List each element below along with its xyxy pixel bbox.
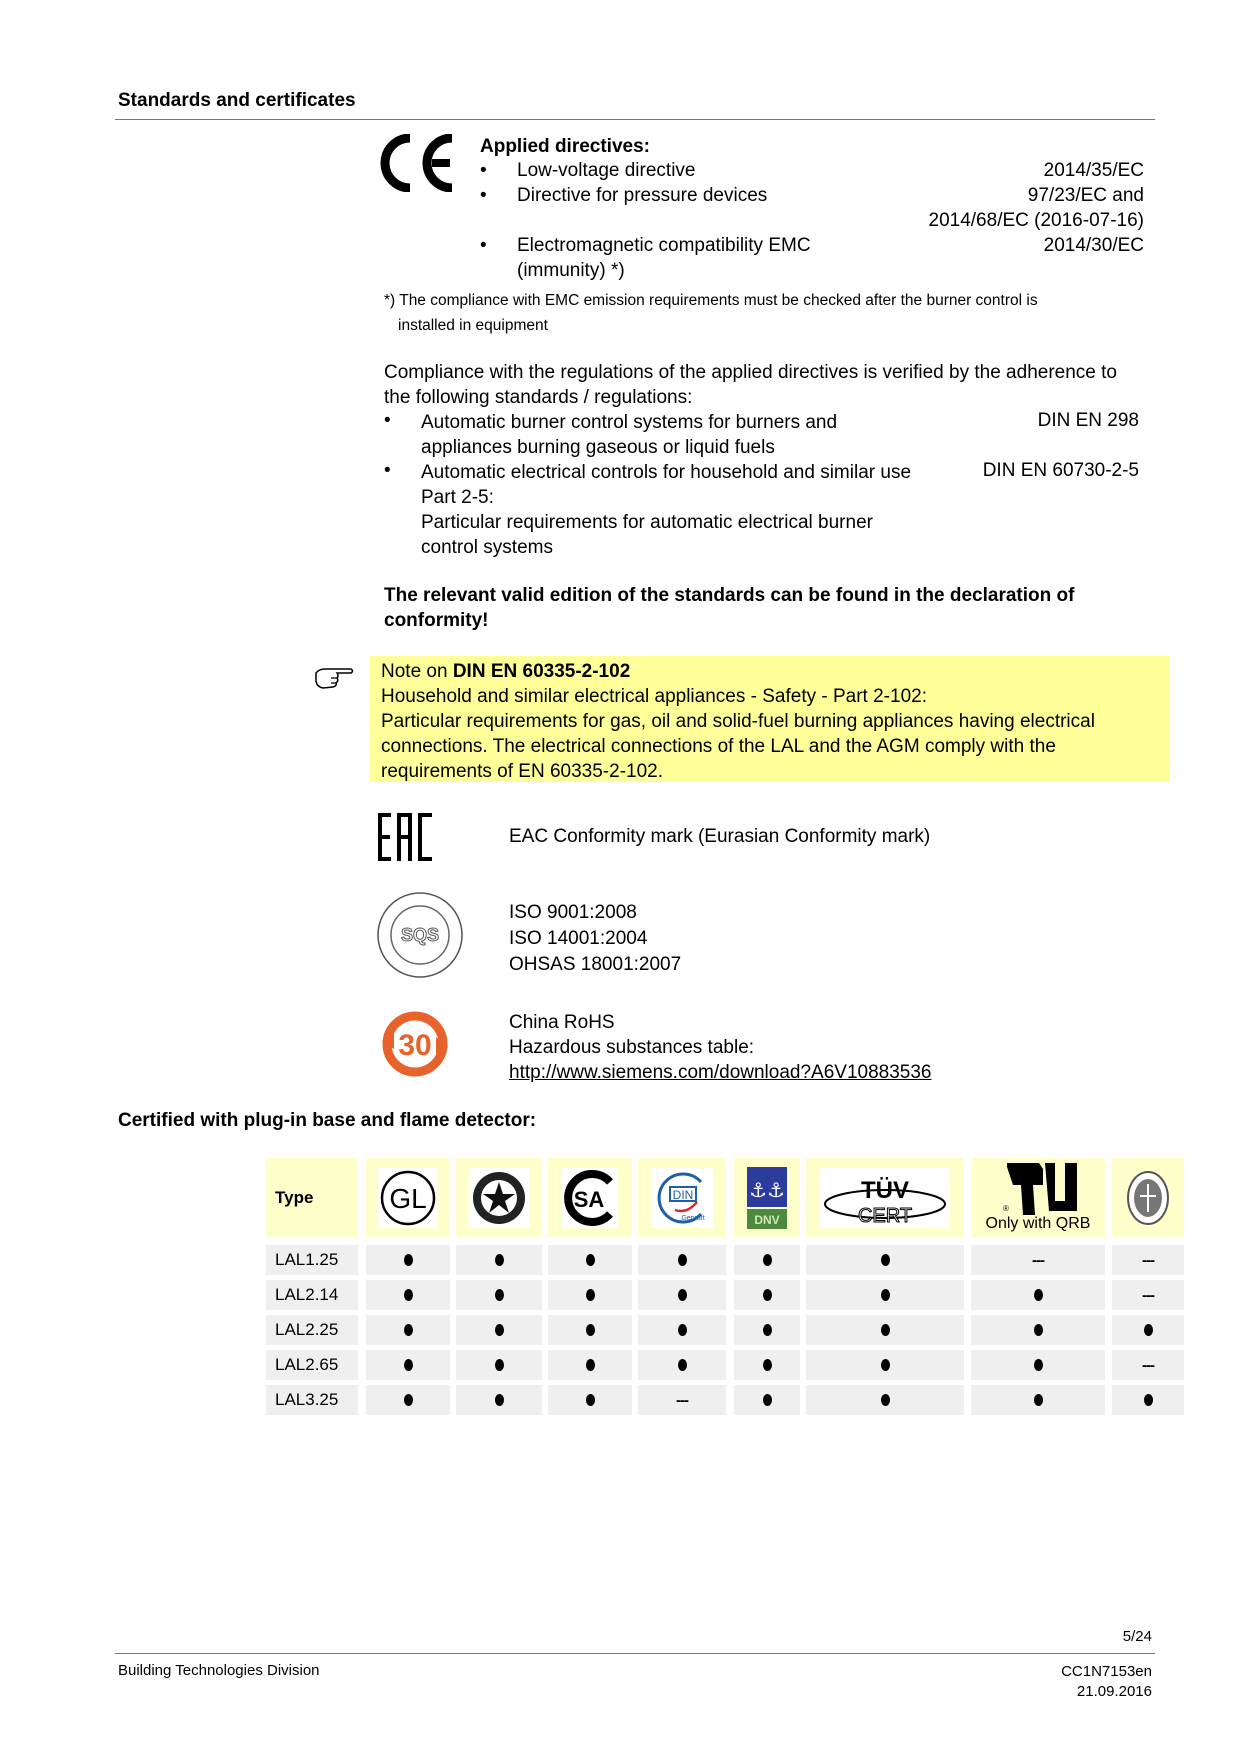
dot-icon <box>404 1289 413 1301</box>
compliance-intro <box>384 360 1164 410</box>
anchor-star-seal-icon <box>471 1170 527 1226</box>
not-certified-dash <box>1112 1280 1184 1310</box>
dash-text: --- <box>1032 1251 1044 1269</box>
dot-icon <box>763 1289 772 1301</box>
dot-icon <box>763 1324 772 1336</box>
sqs-certification-seal-icon <box>376 891 464 979</box>
dot-icon <box>678 1359 687 1371</box>
certified-dot <box>806 1315 964 1345</box>
certified-dot <box>366 1385 450 1415</box>
dot-icon <box>586 1324 595 1336</box>
footnote-line: installed in equipment <box>398 317 548 334</box>
gl-header <box>366 1158 450 1238</box>
iso-line: ISO 9001:2008 <box>509 902 637 923</box>
note-line: The relevant valid edition of the standards can be found in the declaration of <box>384 585 1075 606</box>
dot-icon <box>763 1359 772 1371</box>
dot-icon <box>586 1254 595 1266</box>
dot-icon <box>763 1394 772 1406</box>
emc-footnote <box>384 288 1144 338</box>
tuv-header <box>806 1158 964 1238</box>
dot-icon <box>495 1254 504 1266</box>
dot-icon <box>881 1289 890 1301</box>
standard-line: Automatic electrical controls for household and similar use <box>421 462 912 483</box>
directive-value: 2014/30/EC <box>1043 235 1144 256</box>
directive-label-2: (immunity) *) <box>517 260 625 281</box>
dash-text: --- <box>1142 1286 1154 1304</box>
iso-line: ISO 14001:2004 <box>509 928 648 949</box>
note-title <box>381 659 1161 684</box>
certified-dot <box>971 1385 1105 1415</box>
type-cell: LAL3.25 <box>266 1385 358 1415</box>
svg-text:SA: SA <box>573 1187 605 1212</box>
certified-dot <box>456 1245 542 1275</box>
dot-icon <box>678 1324 687 1336</box>
certified-dot <box>548 1280 632 1310</box>
certified-dot <box>548 1385 632 1415</box>
ul-caption: Only with QRB <box>985 1215 1091 1232</box>
dot-icon <box>1034 1324 1043 1336</box>
note-line: Particular requirements for gas, oil and solid-fuel burning appliances having electrical <box>381 711 1095 732</box>
directive-label: Directive for pressure devices <box>517 185 768 206</box>
standard-label <box>421 460 941 560</box>
directive-value: 97/23/EC and <box>1027 185 1144 206</box>
directive-value: 2014/35/EC <box>1043 160 1144 181</box>
certified-title: Certified with plug-in base and flame detector: <box>118 1110 537 1131</box>
doc-date: 21.09.2016 <box>1076 1683 1152 1700</box>
certified-dot <box>734 1385 800 1415</box>
certified-dot <box>638 1245 726 1275</box>
certified-dot <box>456 1315 542 1345</box>
not-certified-dash <box>1112 1245 1184 1275</box>
dot-icon <box>881 1254 890 1266</box>
certified-dot <box>1112 1385 1184 1415</box>
certified-dot <box>456 1385 542 1415</box>
dnv-header <box>734 1158 800 1238</box>
header-divider <box>115 119 1155 120</box>
eac-mark-icon <box>378 813 434 861</box>
svg-text:CERT: CERT <box>857 1205 913 1226</box>
svg-text:GL: GL <box>389 1183 427 1214</box>
certified-dot <box>806 1385 964 1415</box>
standard-line: Particular requirements for automatic electrical burner <box>421 512 873 533</box>
rohs-download-link[interactable]: http://www.siemens.com/download?A6V10883536 <box>509 1062 932 1083</box>
svg-text:⚓⚓: ⚓⚓ <box>749 1178 785 1202</box>
type-cell: LAL2.65 <box>266 1350 358 1380</box>
dot-icon <box>495 1324 504 1336</box>
note-text <box>381 659 1161 784</box>
dash-text: --- <box>1142 1356 1154 1374</box>
standard-value: DIN EN 298 <box>1037 410 1139 431</box>
dot-icon <box>404 1359 413 1371</box>
certified-dot <box>806 1280 964 1310</box>
ul-header <box>971 1158 1105 1238</box>
note-line: requirements of EN 60335-2-102. <box>381 761 663 782</box>
certified-dot <box>1112 1315 1184 1345</box>
certified-dot <box>548 1245 632 1275</box>
svg-text:®: ® <box>1003 1204 1009 1213</box>
dot-icon <box>678 1254 687 1266</box>
gl-logo-icon <box>380 1170 436 1226</box>
note-line: connections. The electrical connections of the LAL and the AGM comply with the <box>381 736 1056 757</box>
certified-dot <box>366 1350 450 1380</box>
dot-icon <box>404 1324 413 1336</box>
not-certified-dash <box>971 1245 1105 1275</box>
not-certified-dash <box>1112 1350 1184 1380</box>
anchor-star-seal-header <box>456 1158 542 1238</box>
tuv-cert-logo-icon <box>821 1170 949 1226</box>
note-standard: DIN EN 60335-2-102 <box>452 661 631 682</box>
certified-dot <box>638 1350 726 1380</box>
standard-value: DIN EN 60730-2-5 <box>982 460 1139 481</box>
certified-dot <box>806 1245 964 1275</box>
directive-label: Low-voltage directive <box>517 160 696 181</box>
rohs-info <box>509 1010 931 1085</box>
directive-label: Electromagnetic compatibility EMC <box>517 235 811 256</box>
certified-dot <box>456 1280 542 1310</box>
svg-text:SQS: SQS <box>400 925 440 945</box>
bullet: • <box>480 160 487 181</box>
dot-icon <box>495 1359 504 1371</box>
rohs-title: China RoHS <box>509 1012 615 1033</box>
standard-line: appliances burning gaseous or liquid fuels <box>421 437 775 458</box>
not-certified-dash <box>638 1385 726 1415</box>
dot-icon <box>763 1254 772 1266</box>
dot-icon <box>586 1289 595 1301</box>
din-header <box>638 1158 726 1238</box>
standard-line: Automatic burner control systems for burners and <box>421 412 838 433</box>
csa-header <box>548 1158 632 1238</box>
dot-icon <box>495 1289 504 1301</box>
certified-dot <box>806 1350 964 1380</box>
csa-logo-icon <box>564 1170 616 1226</box>
dot-icon <box>678 1289 687 1301</box>
note-prefix: Note on <box>381 661 453 682</box>
certified-dot <box>734 1245 800 1275</box>
bureau-veritas-seal-icon <box>1126 1170 1170 1226</box>
certified-dot <box>734 1350 800 1380</box>
certified-dot <box>638 1280 726 1310</box>
certified-dot <box>456 1350 542 1380</box>
certified-dot <box>366 1280 450 1310</box>
bullet: • <box>384 410 391 431</box>
ul-recognized-logo-icon <box>993 1163 1083 1215</box>
type-header: Type <box>266 1158 358 1238</box>
dash-text: --- <box>676 1391 688 1409</box>
footnote-line: *) The compliance with EMC emission requirements must be checked after the burner control is <box>384 292 1038 309</box>
dot-icon <box>881 1324 890 1336</box>
note-line: conformity! <box>384 610 489 631</box>
intro-line: Compliance with the regulations of the applied directives is verified by the adherence to <box>384 362 1117 383</box>
footer-division: Building Technologies Division <box>118 1662 320 1679</box>
bullet: • <box>384 460 391 481</box>
pointing-hand-icon <box>313 663 355 691</box>
certified-dot <box>366 1315 450 1345</box>
dot-icon <box>1034 1359 1043 1371</box>
type-cell: LAL2.14 <box>266 1280 358 1310</box>
directives-heading: Applied directives: <box>480 136 650 157</box>
iso-line: OHSAS 18001:2007 <box>509 954 682 975</box>
dot-icon <box>404 1394 413 1406</box>
dot-icon <box>881 1359 890 1371</box>
certified-dot <box>971 1315 1105 1345</box>
certified-dot <box>971 1280 1105 1310</box>
dot-icon <box>586 1359 595 1371</box>
rohs-subtitle: Hazardous substances table: <box>509 1037 755 1058</box>
dot-icon <box>404 1254 413 1266</box>
din-gepruft-logo-icon <box>653 1170 711 1226</box>
bullet: • <box>480 235 487 256</box>
certified-dot <box>638 1315 726 1345</box>
standard-line: control systems <box>421 537 553 558</box>
standard-label <box>421 410 941 460</box>
svg-text:Geprüft: Geprüft <box>681 1215 705 1222</box>
dot-icon <box>1034 1289 1043 1301</box>
certified-dot <box>548 1315 632 1345</box>
dnv-logo-icon <box>747 1167 787 1229</box>
certified-dot <box>971 1350 1105 1380</box>
type-cell: LAL1.25 <box>266 1245 358 1275</box>
note-line: Household and similar electrical appliances - Safety - Part 2-102: <box>381 686 927 707</box>
doc-id: CC1N7153en <box>1061 1663 1152 1680</box>
certified-dot <box>548 1350 632 1380</box>
dot-icon <box>881 1394 890 1406</box>
svg-text:DIN: DIN <box>672 1188 694 1202</box>
dash-text: --- <box>1142 1251 1154 1269</box>
footer-divider <box>115 1653 1155 1654</box>
eac-description: EAC Conformity mark (Eurasian Conformity mark) <box>509 826 931 847</box>
page-number: 5/24 <box>1122 1628 1152 1645</box>
footer-doc-info <box>1061 1662 1152 1702</box>
certified-dot <box>366 1245 450 1275</box>
ce-mark-icon <box>380 134 460 192</box>
dot-icon <box>1034 1394 1043 1406</box>
type-cell: LAL2.25 <box>266 1315 358 1345</box>
directive-value-2: 2014/68/EC (2016-07-16) <box>928 210 1144 231</box>
certified-dot <box>734 1315 800 1345</box>
section-title: Standards and certificates <box>118 90 356 111</box>
iso-certifications <box>509 900 681 978</box>
declaration-note <box>384 583 1144 633</box>
bureau-veritas-header <box>1112 1158 1184 1238</box>
bullet: • <box>480 185 487 206</box>
intro-line: the following standards / regulations: <box>384 387 693 408</box>
china-rohs-30-icon <box>380 1009 450 1079</box>
dot-icon <box>586 1394 595 1406</box>
svg-text:TÜV: TÜV <box>861 1177 909 1204</box>
dot-icon <box>495 1394 504 1406</box>
dot-icon <box>1144 1324 1153 1336</box>
svg-text:DNV: DNV <box>754 1213 780 1227</box>
dot-icon <box>1144 1394 1153 1406</box>
standard-line: Part 2-5: <box>421 487 494 508</box>
svg-text:30: 30 <box>398 1029 432 1062</box>
certified-dot <box>734 1280 800 1310</box>
